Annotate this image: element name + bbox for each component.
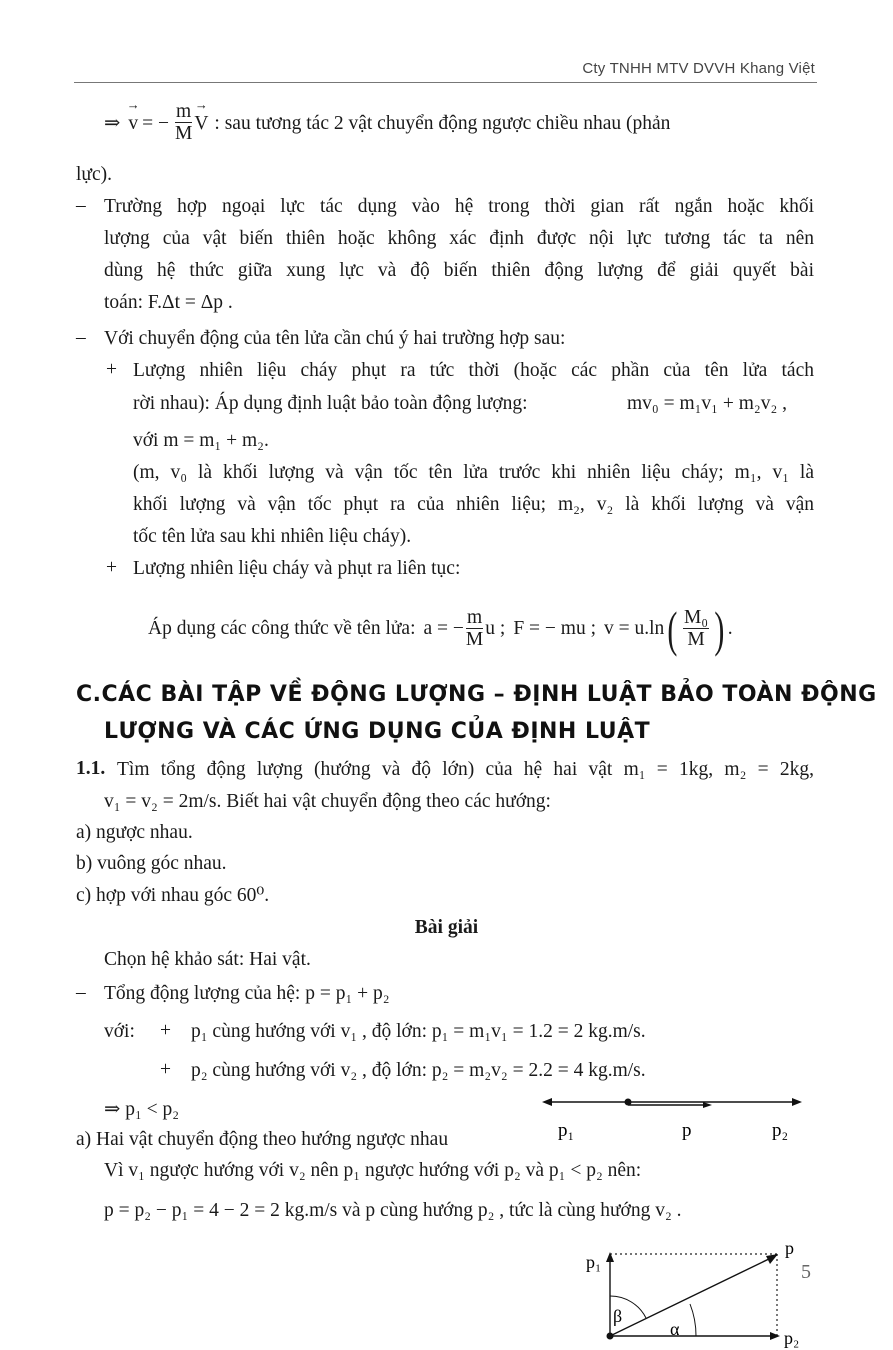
equals-minus: = −	[142, 112, 169, 134]
acceleration-formula: a = −	[423, 618, 464, 639]
theory-line-1-text: : sau tương tác 2 vật chuyển động ngược chiều nhau (phản	[214, 112, 671, 134]
label-p1: p₁	[558, 1120, 575, 1141]
section-heading-line-1: C.CÁC BÀI TẬP VỀ ĐỘNG LƯỢNG – ĐỊNH LUẬT BẢO TOÀN ĐỘNG	[76, 682, 877, 707]
mass-ratio-fraction	[175, 102, 192, 145]
exercise-line-1: Tìm tổng động lượng (hướng và độ lớn) của hệ hai vật m₁ = 1kg, m₂ = 2kg,	[117, 759, 814, 780]
option-a: a) ngược nhau.	[76, 822, 193, 843]
sub-1-line-1: Lượng nhiên liệu cháy phụt ra tức thời (hoặc các phần của tên lửa tách	[133, 360, 814, 381]
vector-p2-horizontal-arrowhead	[770, 1332, 780, 1340]
sub-1-line-4: (m, v₀ là khối lượng và vận tốc tên lửa trước khi nhiên liệu cháy; m₁, v₁ là	[133, 462, 814, 483]
solution-with-label: với:	[104, 1021, 135, 1042]
plus-1: +	[106, 359, 117, 380]
velocity-v: → v	[128, 111, 138, 137]
theory-line-1	[104, 102, 814, 145]
bullet-dash-1: –	[76, 195, 86, 216]
velocity-numerator: M₀	[683, 606, 709, 628]
exercise-number: 1.1.	[76, 758, 106, 779]
origin-point	[625, 1099, 632, 1106]
bullet-dash-2: –	[76, 327, 86, 348]
velocity-tail: .	[727, 618, 733, 639]
section-heading-line-2: LƯỢNG VÀ CÁC ỨNG DỤNG CỦA ĐỊNH LUẬT	[104, 719, 651, 744]
solution-line-4: p₂ cùng hướng với v₂ , độ lớn: p₂ = m₂v₂ = 2.2 = 4 kg.m/s.	[191, 1060, 646, 1081]
plus-3: +	[160, 1020, 171, 1041]
sub-1-line-2: rời nhau): Áp dụng định luật bảo toàn động lượng:	[133, 393, 528, 414]
perpendicular-vectors-diagram	[580, 1232, 812, 1350]
rocket-formulas	[148, 598, 733, 660]
solution-title: Bài giải	[414, 917, 479, 938]
acceleration-fraction	[466, 608, 483, 651]
vector-p1-vertical-arrowhead	[606, 1252, 614, 1262]
label-p2-horizontal: p₂	[784, 1328, 800, 1348]
option-c: c) hợp với nhau góc 60⁰.	[76, 885, 270, 906]
velocity-denominator: M	[687, 628, 705, 650]
publisher-header: Cty TNHH MTV DVVH Khang Việt	[582, 60, 815, 77]
rocket-formula-intro: Áp dụng các công thức về tên lửa:	[148, 618, 416, 639]
implies-symbol: ⇒	[104, 112, 121, 134]
label-p1-vertical: p₁	[586, 1252, 602, 1272]
vector-p-resultant	[610, 1257, 773, 1336]
theory-line-2: lực).	[76, 164, 113, 185]
bullet-1-line-3: dùng hệ thức giữa xung lực và độ biến thiên động lượng để giải quyết bài	[104, 260, 814, 281]
sub-2-text: Lượng nhiên liệu cháy và phụt ra liên tục:	[133, 558, 461, 579]
label-p: p	[682, 1120, 692, 1141]
solution-line-a: a) Hai vật chuyển động theo hướng ngược nhau	[76, 1129, 449, 1150]
velocity-formula: v = u.ln	[604, 618, 665, 639]
solution-line-b: Vì v₁ ngược hướng với v₂ nên p₁ ngược hướng với p₂ và p₁ < p₂ nên:	[104, 1160, 642, 1181]
option-b: b) vuông góc nhau.	[76, 853, 227, 874]
bullet-1-line-1: Trường hợp ngoại lực tác dụng vào hệ trong thời gian rất ngắn hoặc khối	[104, 196, 814, 217]
exercise-line-2: v₁ = v₂ = 2m/s. Biết hai vật chuyển động theo các hướng:	[104, 791, 551, 812]
solution-line-2: Tổng động lượng của hệ: p = p₁ + p₂	[104, 983, 390, 1004]
solution-line-1: Chọn hệ khảo sát: Hai vật.	[104, 949, 311, 970]
bullet-1-line-4: toán: F.Δt = Δp .	[104, 292, 233, 313]
acceleration-numerator: m	[467, 606, 483, 628]
label-beta: β	[613, 1306, 623, 1326]
angle-alpha-arc	[690, 1304, 696, 1336]
origin-point-2	[607, 1333, 614, 1340]
acceleration-denominator: M	[465, 628, 484, 650]
bullet-2-text: Với chuyển động của tên lửa cần chú ý hai trường hợp sau:	[104, 328, 566, 349]
bullet-1-line-2: lượng của vật biến thiên hoặc không xác định được nội lực tương tác ta nên	[104, 228, 814, 249]
sub-1-line-3: với m = m₁ + m₂.	[133, 430, 269, 451]
vector-p-arrowhead	[703, 1102, 712, 1108]
acceleration-tail: u ;	[485, 618, 506, 639]
velocity-V: → V	[194, 111, 208, 137]
right-paren: )	[714, 601, 725, 657]
solution-line-3: p₁ cùng hướng với v₁ , độ lớn: p₁ = m₁v₁ = 1.2 = 2 kg.m/s.	[191, 1021, 646, 1042]
plus-4: +	[160, 1059, 171, 1080]
opposite-vectors-diagram	[536, 1088, 808, 1148]
plus-2: +	[106, 557, 117, 578]
force-formula: F = − mu ;	[513, 618, 596, 639]
vector-p-resultant-arrowhead	[766, 1254, 778, 1264]
solution-dash: –	[76, 982, 86, 1003]
label-p2: p₂	[772, 1120, 789, 1141]
momentum-conservation-formula: mv₀ = m₁v₁ + m₂v₂ ,	[627, 393, 787, 414]
left-paren: (	[667, 601, 678, 657]
sub-1-line-6: tốc tên lửa sau khi nhiên liệu cháy).	[133, 526, 412, 547]
fraction-denominator: M	[174, 123, 193, 144]
velocity-fraction	[683, 608, 709, 651]
label-p-resultant: p	[785, 1238, 794, 1258]
label-alpha: α	[670, 1319, 680, 1339]
vector-p1-arrowhead	[542, 1098, 552, 1106]
header-divider	[74, 82, 817, 83]
vector-p2-arrowhead	[792, 1098, 802, 1106]
fraction-numerator: m	[176, 101, 192, 122]
sub-1-line-5: khối lượng và vận tốc phụt ra của nhiên liệu; m₂, v₂ là khối lượng và vận	[133, 494, 814, 515]
solution-line-c: p = p₂ − p₁ = 4 − 2 = 2 kg.m/s và p cùng hướng p₂ , tức là cùng hướng v₂ .	[104, 1200, 682, 1221]
solution-line-5: ⇒ p₁ < p₂	[104, 1099, 180, 1120]
page-number: 5	[801, 1261, 811, 1283]
